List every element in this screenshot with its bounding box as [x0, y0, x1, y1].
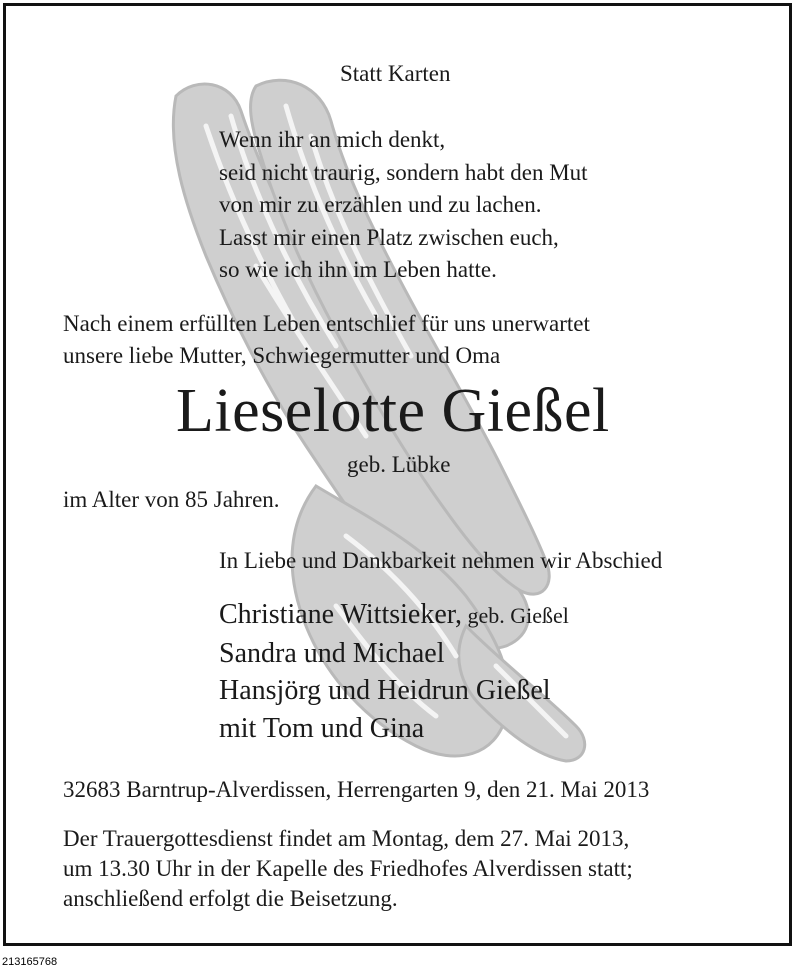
reference-code: 213165768 [2, 956, 58, 968]
intro-text [63, 308, 590, 372]
poem-line: seid nicht traurig, sondern habt den Mut [219, 159, 588, 185]
service-line: um 13.30 Uhr in der Kapelle des Friedhofes Alverdissen statt; [63, 856, 633, 881]
service-line: Der Trauergottesdienst findet am Montag, dem 27. Mai 2013, [63, 826, 630, 851]
family-member-line: Hansjörg und Heidrun Gießel [219, 675, 551, 706]
obituary-notice [3, 3, 792, 946]
poem [219, 124, 588, 287]
family-member-line [219, 596, 569, 635]
farewell-line: In Liebe und Dankbarkeit nehmen wir Abschied [219, 548, 663, 573]
family-member-line: mit Tom und Gina [219, 712, 425, 744]
intro-line: Nach einem erfüllten Leben entschlief für uns unerwartet [63, 311, 590, 336]
poem-line: Wenn ihr an mich denkt, [219, 127, 446, 152]
header-text: Statt Karten [340, 61, 451, 86]
intro-line: unsere liebe Mutter, Schwiegermutter und Oma [63, 343, 501, 368]
age-line: im Alter von 85 Jahren. [63, 487, 280, 512]
birth-name: geb. Lübke [347, 452, 451, 477]
poem-line: von mir zu erzählen und zu lachen. [219, 192, 542, 217]
family-list [219, 596, 569, 747]
deceased-name: Lieselotte Gießel [176, 377, 610, 445]
service-line: anschließend erfolgt die Beisetzung. [63, 886, 398, 911]
family-member-line: Sandra und Michael [219, 637, 445, 669]
service-info [63, 824, 633, 914]
address-date-line: 32683 Barntrup-Alverdissen, Herrengarten 9, den 21. Mai 2013 [63, 777, 650, 802]
family-member-birth-name: geb. Gießel [461, 603, 569, 628]
family-member-name: Christiane Wittsieker, [219, 599, 462, 630]
poem-line: so wie ich ihn im Leben hatte. [219, 257, 497, 282]
poem-line: Lasst mir einen Platz zwischen euch, [219, 224, 559, 250]
